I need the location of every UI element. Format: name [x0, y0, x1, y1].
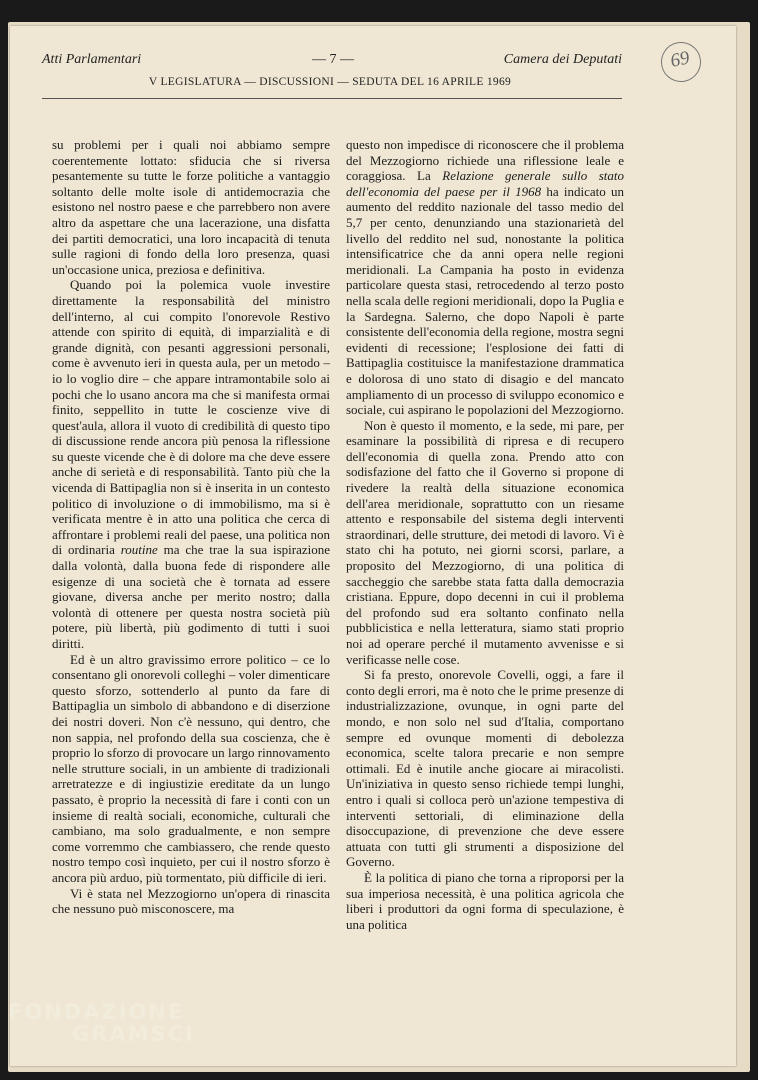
paragraph: su problemi per i quali noi abbiamo sempre coerentemente lottato: sfiducia che si riversa pesantemente su tutte le forze politiche a vantaggio soltanto delle molte isole di antidemocrazia che esistono nel nostro paese e che parrebbero non avere altro da aspettare che una lacerazione, una disfatta dei partiti democratici, una loro incapacità di tenuta sulle ragioni di fondo della loro presenza, quasi un'occasione unica, preziosa e definitiva. — [52, 137, 330, 277]
paragraph: Non è questo il momento, e la sede, mi pare, per esaminare la possibilità di ripresa e di recupero dell'economia di quella zona. Prendo atto con sodisfazione del fatto che il Governo si propone di rivedere la realtà della situazione economica dell'area meridionale, soprattutto con un riesame attento e responsabile del sistema degli interventi straordinari, delle strutture, dei metodi di lavoro. Vi è stato chi ha potuto, nei giorni scorsi, parlare, a proposito del Mezzogiorno, di una politica di saccheggio che sarebbe stata fatta dalla democrazia cristiana. Eppure, dopo decenni in cui il problema del profondo sud era soltanto confinato nella pubblicistica e nella letteratura, siamo stati proprio noi ad operare perché il mutamento avvenisse e si verificasse nelle cose. — [346, 417, 624, 667]
stamp-number: 69 — [668, 47, 692, 72]
watermark-line-1: FONDAZIONE — [8, 1000, 185, 1024]
paragraph: Si fa presto, onorevole Covelli, oggi, a fare il conto degli errori, ma è noto che le prime presenze di industrializzazione, ovunque, in ogni parte del mondo, e non solo nel sud d'Italia, comportano sempre ed ovunque momenti di debolezza economica, scelte talora precarie e non sempre ottimali. Ed è inutile anche giocare ai miracolisti. Un'iniziativa in questo senso richiede tempi lunghi, entro i quali si colloca però un'azione tempestiva di interventi settoriali, di eliminazione della disoccupazione, di prevenzione che deve essere attuata con tutti gli strumenti a disposizione del Governo. — [346, 667, 624, 870]
paragraph: questo non impedisce di riconoscere che il problema del Mezzogiorno richiede una riflessione leale e coraggiosa. La Relazione generale sullo stato dell'economia del paese per il 1968 ha indicato un aumento del reddito nazionale del tasso medio del 5,7 per cento, denunziando una stazionarietà del livello del reddito nel sud, nonostante la politica intensificatrice che da anni opera nelle regioni meridionali. La Campania ha posto in evidenza particolare questa stasi, retrocedendo al terzo posto nella scala delle regioni meridionali, dopo la Puglia e la Sardegna. Salerno, che dopo Napoli è parte consistente dell'economia della regione, mostra segni evidenti di recessione; l'esplosione dei fatti di Battipaglia costituisce la manifestazione drammatica e dolorosa di uno stato di disagio e del mancato ampliamento di un processo di sviluppo economico e sociale, cui aspirano le popolazioni del Mezzogiorno. — [346, 137, 625, 418]
left-column — [52, 137, 330, 917]
session-subheader: V LEGISLATURA — DISCUSSIONI — SEDUTA DEL 16 APRILE 1969 — [148, 76, 512, 88]
header-right: Camera dei Deputati — [503, 52, 622, 67]
paragraph: Ed è un altro gravissimo errore politico – ce lo consentano gli onorevoli colleghi – voler dimenticare questo sforzo, sottenderlo al punto da fare di Battipaglia un simbolo di abbandono e di diserzione dei nostri doveri. Non c'è nessuno, qui dentro, che non sappia, nel profondo della sua coscienza, che è proprio lo sforzo di provocare un largo rinnovamento nelle strutture sociali, in un ambiente di tradizionali arretratezze e di ingiustizie ereditate da un lungo passato, è proprio la necessità di fare i conti con un insieme di realtà sociali, economiche, culturali che cambiano, ma solo gradualmente, e non sempre come vorremmo che cambiassero, che rende questo nostro tempo così inquieto, per cui il nostro sforzo è ancora più arduo, più tormentato, più difficile di ieri. — [52, 651, 330, 885]
header-left: Atti Parlamentari — [42, 52, 142, 67]
paragraph: È la politica di piano che torna a riproporsi per la sua imperiosa necessità, è una politica agricola che liberi i produttori da ogni forma di speculazione, è una politica — [346, 869, 624, 932]
watermark-line-2: GRAMSCI — [72, 1022, 195, 1046]
paragraph: Vi è stata nel Mezzogiorno un'opera di rinascita che nessuno può misconoscere, ma — [52, 885, 330, 917]
page-number: — 7 — — [312, 52, 354, 67]
paragraph: Quando poi la polemica vuole investire direttamente la responsabilità del ministro dell'interno, al cui compito l'onorevole Restivo attende con spirito di equità, di imparzialità e di grande dignità, con pesanti aggressioni personali, come è avvenuto ieri in questa aula, per un metodo – io lo voglio dire – che appare intramontabile solo ai pochi che lo usano ancora ma che si manifesta ormai finito, seppellito in tutte le coscienze vive di quest'aula, allora il vuoto di credibilità di questo tipo di discussione rende ancora più penosa la riflessione su queste vicende che è di dolore ma che deve essere anche di serietà e di responsabilità. Tanto più che la vicenda di Battipaglia non si è inserita in un contesto politico di involuzione o di immobilismo, ma si è verificata mentre è in atto una politica che cerca di affrontare i problemi reali del paese, una politica non di ordinaria routine ma che trae la sua ispirazione dalla volontà, dalla buona fede di rispondere alle esigenze di una società che è tornata ad essere giovane, diversa anche per merito nostro; dalla volontà di ottenere per questa nostra società più potere, più libertà, più godimento di tutti i suoi diritti. — [52, 277, 330, 651]
right-column — [346, 137, 624, 932]
watermark — [8, 1000, 208, 1046]
header-rule — [42, 98, 622, 99]
running-header — [42, 52, 622, 74]
